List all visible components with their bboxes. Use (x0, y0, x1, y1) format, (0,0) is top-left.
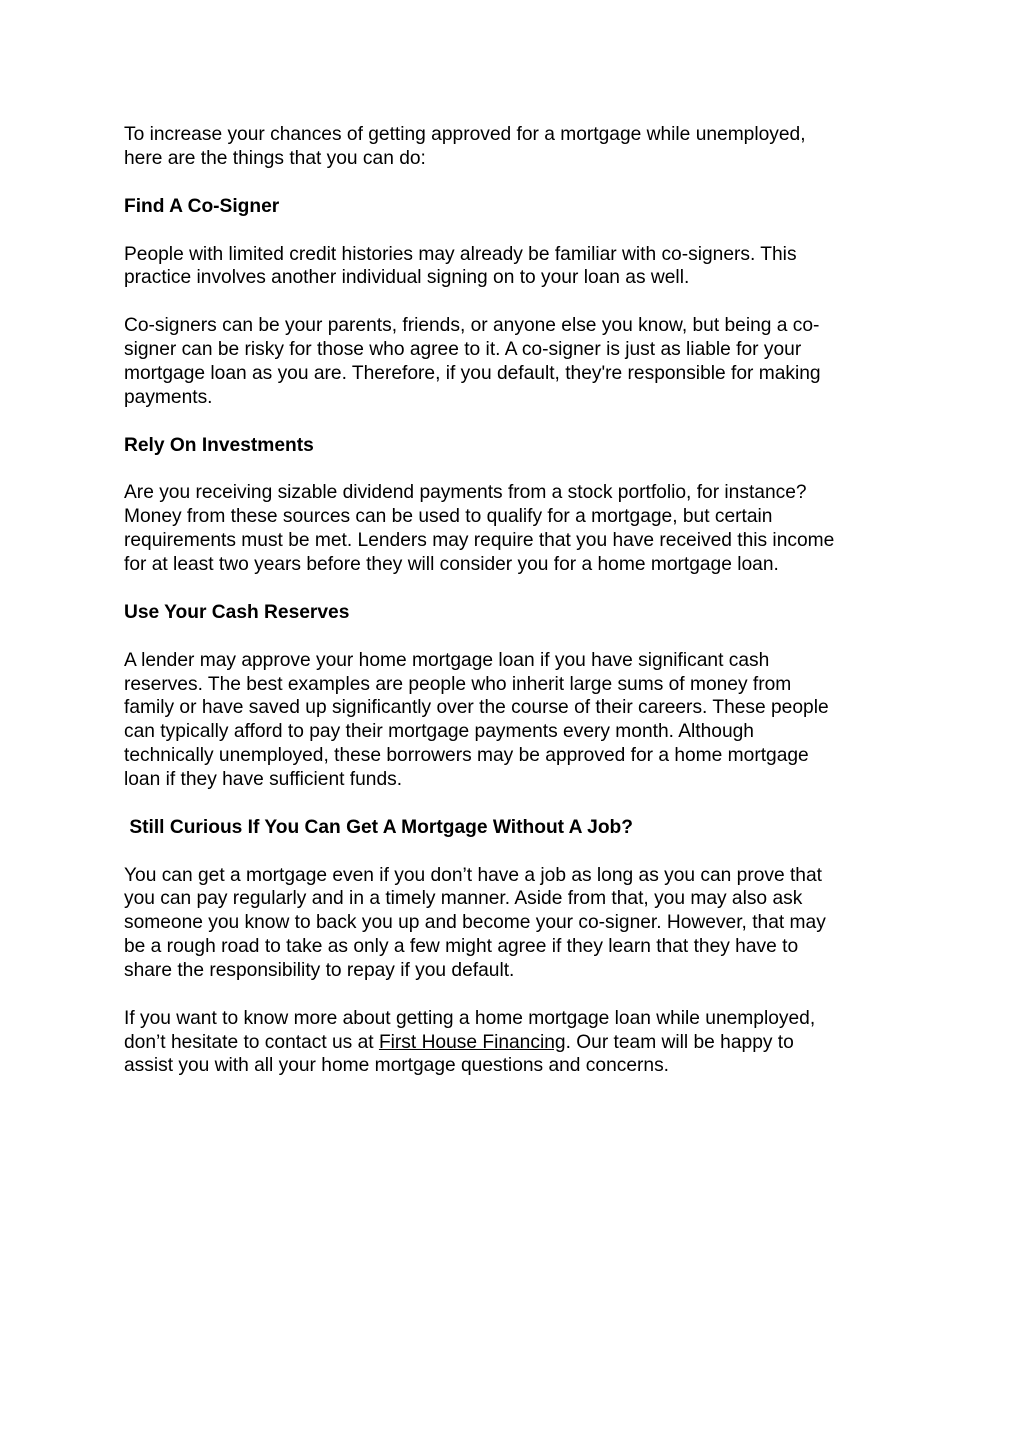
section-heading-co-signer: Find A Co-Signer (124, 195, 280, 217)
closing-text-after-link: . Our team will be happy to assist you with all your home mortgage questions and concerns. (124, 1031, 794, 1077)
cash-reserves-paragraph: A lender may approve your home mortgage loan if you have significant cash reserves. The best examples are people who inherit large sums of money from family or have saved up significantly over the course of their careers. These people can typically afford to pay their mortgage payments every month. Although technically unemployed, these borrowers may be approved for a home mortgage loan if they have sufficient funds. (124, 649, 829, 790)
intro-paragraph: To increase your chances of getting approved for a mortgage while unemployed, here are the things that you can do: (124, 124, 806, 169)
co-signer-paragraph-2: Co-signers can be your parents, friends, or anyone else you know, but being a co- signer can be risky for those who agree to it. A co-signer is just as liable for your mortgage loan as you are. Therefore, if you default, they're responsible for making payments. (124, 315, 821, 408)
still-curious-paragraph: You can get a mortgage even if you don’t have a job as long as you can prove that you can pay regularly and in a timely manner. Aside from that, you may also ask someone you know to back you up and become your co-signer. However, that may be a rough road to take as only a few might agree if they learn that they have to share the responsibility to repay if you default. (124, 864, 826, 981)
first-house-financing-link[interactable]: First House Financing (378, 1031, 566, 1053)
section-heading-investments: Rely On Investments (124, 434, 314, 456)
section-heading-cash-reserves: Use Your Cash Reserves (124, 601, 350, 623)
closing-text-before-link: If you want to know more about getting a home mortgage loan while unemployed, don’t hesitate to contact us at (124, 1007, 816, 1053)
closing-paragraph (124, 1007, 899, 1079)
section-heading-still-curious: Still Curious If You Can Get A Mortgage Without A Job? (124, 816, 633, 838)
investments-paragraph: Are you receiving sizable dividend payments from a stock portfolio, for instance? Money from these sources can be used to qualify for a mortgage, but certain requirements must be met. Lenders may require that you have received this income for at least two years before they will consider you for a home mortgage loan. (124, 482, 835, 575)
document-page (124, 123, 899, 1102)
co-signer-paragraph-1: People with limited credit histories may already be familiar with co-signers. This practice involves another individual signing on to your loan as well. (124, 243, 797, 289)
